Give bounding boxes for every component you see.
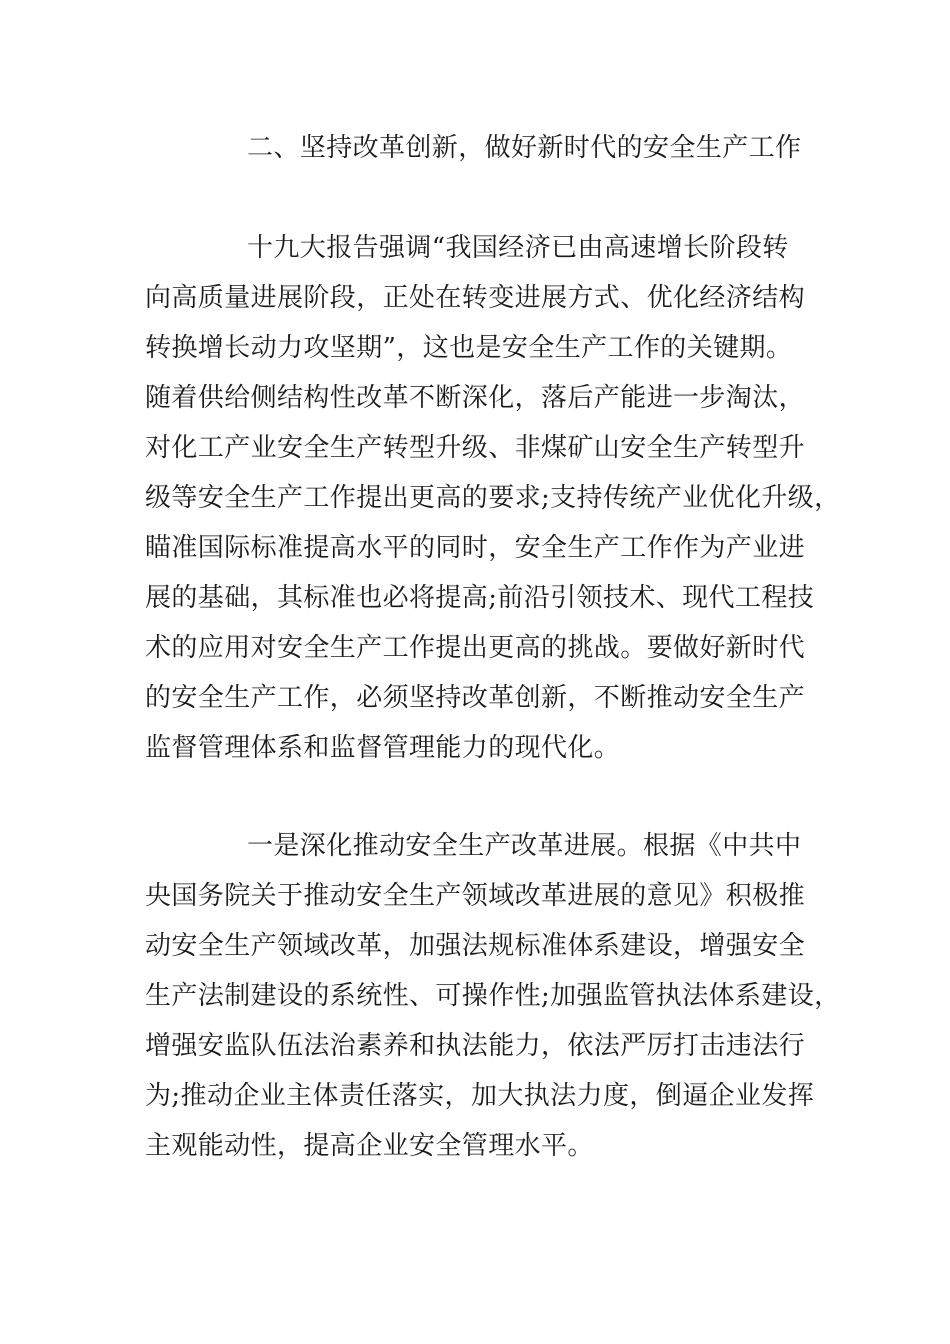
paragraph-line: 展的基础，其标准也必将提高;前沿引领技术、现代工程技: [145, 583, 815, 613]
paragraph-line: 术的应用对安全生产工作提出更高的挑战。要做好新时代: [145, 633, 806, 663]
paragraph-line: 级等安全生产工作提出更高的要求;支持传统产业优化升级，: [145, 483, 841, 513]
paragraph-line: 一是深化推动安全生产改革进展。根据《中共中: [247, 831, 802, 861]
paragraph-line: 向高质量进展阶段，正处在转变进展方式、优化经济结构: [145, 283, 806, 313]
paragraph-line: 增强安监队伍法治素养和执法能力，依法严厉打击违法行: [145, 1031, 806, 1061]
paragraph-line: 央国务院关于推动安全生产领域改革进展的意见》积极推: [145, 881, 806, 911]
paragraph-line: 生产法制建设的系统性、可操作性;加强监管执法体系建设，: [145, 981, 841, 1011]
paragraph-line: 动安全生产领域改革，加强法规标准体系建设，增强安全: [145, 931, 806, 961]
paragraph-line: 主观能动性，提高企业安全管理水平。: [145, 1131, 594, 1161]
paragraph-line: 监督管理体系和监督管理能力的现代化。: [145, 733, 621, 763]
paragraph-line: 对化工产业安全生产转型升级、非煤矿山安全生产转型升: [145, 433, 806, 463]
paragraph-line: 十九大报告强调“我国经济已由高速增长阶段转: [247, 233, 789, 263]
paragraph-line: 为;推动企业主体责任落实，加大执法力度，倒逼企业发挥: [145, 1081, 815, 1111]
section-heading: 二、坚持改革创新，做好新时代的安全生产工作: [247, 133, 802, 163]
paragraph-line: 转换增长动力攻坚期”，这也是安全生产工作的关键期。: [145, 333, 793, 363]
paragraph-line: 的安全生产工作，必须坚持改革创新，不断推动安全生产: [145, 683, 806, 713]
paragraph-line: 随着供给侧结构性改革不断深化，落后产能进一步淘汰，: [145, 383, 806, 413]
paragraph-line: 瞄准国际标准提高水平的同时，安全生产工作作为产业进: [145, 533, 806, 563]
